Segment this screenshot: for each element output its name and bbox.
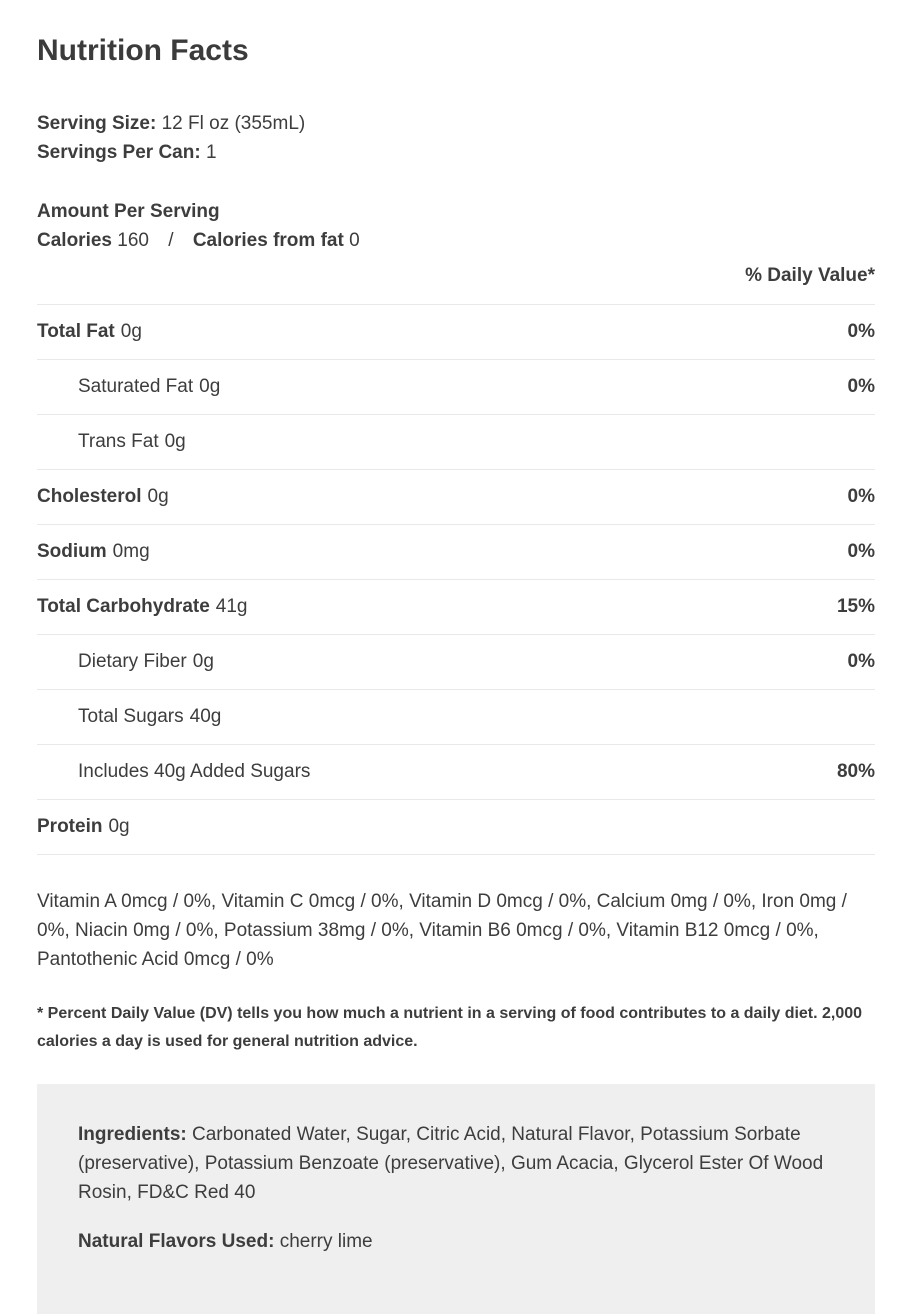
nutrient-row (37, 800, 875, 855)
calories-label: Calories (37, 230, 112, 251)
nutrient-name: Total Fat (37, 321, 115, 342)
servings-per-can-label: Servings Per Can: (37, 142, 201, 163)
serving-size-line (37, 109, 875, 138)
ingredients-value: Carbonated Water, Sugar, Citric Acid, Natural Flavor, Potassium Sorbate (preservative), Potassium Benzoate (preservative), Gum Acacia, Glycerol Ester Of Wood Rosin, FD&C Red 40 (78, 1124, 824, 1203)
nutrient-name: Sodium (37, 541, 107, 562)
daily-value-footnote: * Percent Daily Value (DV) tells you how much a nutrient in a serving of food contributes to a daily diet. 2,000 calories a day is used for general nutrition advice. (37, 1005, 863, 1050)
ingredients-panel (37, 1084, 875, 1314)
nutrient-rows (37, 305, 875, 855)
nutrient-row (37, 470, 875, 525)
calories-from-fat-value: 0 (349, 230, 360, 251)
nutrient-dv: 0% (847, 486, 875, 507)
nutrient-amount: 0g (147, 486, 169, 507)
nutrient-dv: 80% (836, 761, 875, 782)
nutrient-amount: 40g (189, 706, 222, 727)
calories-line (37, 226, 875, 255)
daily-value-header: % Daily Value* (37, 261, 875, 305)
nutrient-row (37, 745, 875, 800)
ingredients-text (78, 1120, 834, 1207)
nutrient-amount: 0g (108, 816, 130, 837)
nutrient-row (37, 690, 875, 745)
nutrient-amount: 41g (215, 596, 248, 617)
nutrient-row (37, 635, 875, 690)
nutrient-name: Total Carbohydrate (37, 596, 210, 617)
nutrient-dv: 15% (836, 596, 875, 617)
nutrient-dv: 0% (847, 541, 875, 562)
nutrient-amount: 0g (199, 376, 221, 397)
nutrient-row (37, 525, 875, 580)
nutrient-name: Total Sugars (78, 706, 184, 727)
nutrient-name: Includes 40g Added Sugars (78, 761, 311, 782)
natural-flavors-value: cherry lime (279, 1231, 373, 1252)
nutrient-name: Trans Fat (78, 431, 159, 452)
servings-per-can-line (37, 138, 875, 167)
serving-info (37, 109, 875, 167)
nutrient-amount: 0g (164, 431, 186, 452)
nutrient-name: Cholesterol (37, 486, 142, 507)
serving-size-value: 12 Fl oz (355mL) (161, 113, 306, 134)
natural-flavors-label: Natural Flavors Used: (78, 1231, 275, 1252)
nutrient-name: Protein (37, 816, 103, 837)
calories-value: 160 (117, 230, 149, 251)
ingredients-label: Ingredients: (78, 1124, 187, 1145)
nutrient-dv: 0% (847, 321, 875, 342)
calories-from-fat-label: Calories from fat (192, 230, 344, 251)
nutrient-name: Dietary Fiber (78, 651, 187, 672)
servings-per-can-value: 1 (205, 142, 217, 163)
nutrient-row (37, 415, 875, 470)
nutrient-row (37, 580, 875, 635)
amount-per-serving-block (37, 197, 875, 255)
nutrient-name: Saturated Fat (78, 376, 194, 397)
nutrient-dv: 0% (847, 651, 875, 672)
calories-separator: / (168, 230, 174, 251)
nutrient-amount: 0mg (112, 541, 150, 562)
amount-per-serving-heading: Amount Per Serving (37, 201, 220, 222)
nutrient-row (37, 360, 875, 415)
nutrient-amount: 0g (192, 651, 214, 672)
nutrient-amount: 0g (120, 321, 142, 342)
serving-size-label: Serving Size: (37, 113, 157, 134)
nutrient-row (37, 305, 875, 360)
vitamins-text: Vitamin A 0mcg / 0%, Vitamin C 0mcg / 0%, Vitamin D 0mcg / 0%, Calcium 0mg / 0%, Iron 0mg / 0%, Niacin 0mg / 0%, Potassium 38mg / 0%, Vitamin B6 0mcg / 0%, Vitamin B12 0mcg / 0%, Pantothenic Acid 0mcg / 0% (37, 891, 847, 970)
nutrient-dv: 0% (847, 376, 875, 397)
natural-flavors-line (78, 1227, 834, 1256)
page-title: Nutrition Facts (37, 34, 249, 67)
